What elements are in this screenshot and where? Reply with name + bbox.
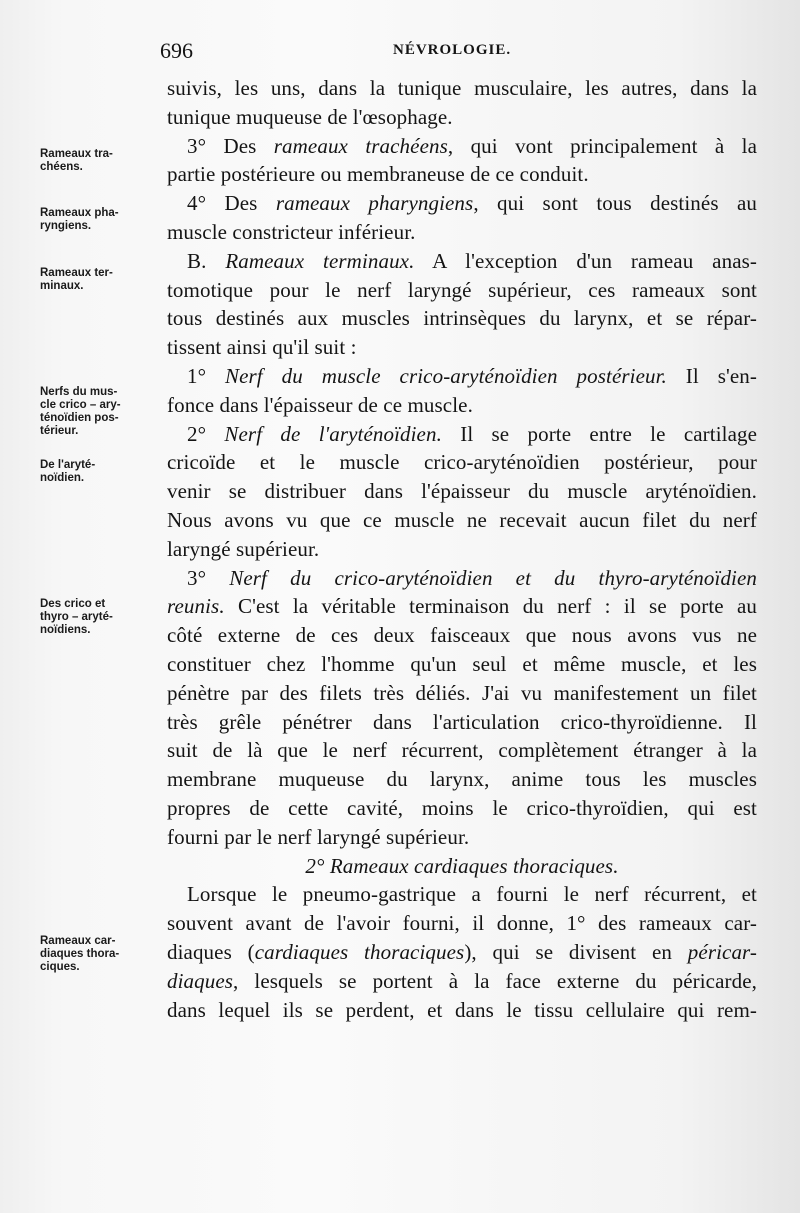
text-line [167, 967, 757, 996]
text-line [167, 247, 757, 276]
text-line [167, 880, 757, 909]
text-line [167, 506, 757, 535]
text-run: très grêle pénétrer dans l'articulation crico-thyroïdienne. Il [167, 709, 757, 734]
running-title: NÉVROLOGIE. [393, 42, 512, 58]
page-header [0, 38, 800, 68]
text-line [167, 276, 757, 305]
italic-run: Rameaux terminaux. [225, 248, 415, 273]
text-line [167, 391, 757, 420]
text-line [167, 794, 757, 823]
text-run: ), qui se divisent en [464, 939, 688, 964]
italic-run: Nerf du muscle crico-aryténoïdien postérieur. [225, 363, 667, 388]
text-line [167, 996, 757, 1025]
text-line [167, 74, 757, 103]
text-run: dans lequel ils se perdent, et dans le tissu cellulaire qui rem- [167, 997, 757, 1022]
margin-note: De l'aryté- noïdien. [40, 459, 96, 484]
text-line [167, 708, 757, 737]
text-line [167, 564, 757, 593]
italic-run: cardiaques thoraciques [254, 939, 465, 964]
text-run: cricoïde et le muscle crico-aryténoïdien postérieur, pour [167, 450, 757, 475]
italic-run: Nerf du crico-aryténoïdien et du thyro-aryténoïdien [229, 565, 757, 590]
text-line [167, 189, 757, 218]
text-run: 3° Des [187, 133, 274, 158]
text-line [167, 592, 757, 621]
text-line [167, 823, 757, 852]
italic-run: Nerf de l'aryténoïdien. [224, 421, 442, 446]
text-line [167, 420, 757, 449]
italic-run: péricar- [687, 939, 757, 964]
text-line [167, 448, 757, 477]
text-run: C'est la véritable terminaison du nerf : il se porte au [224, 594, 757, 619]
text-line [167, 304, 757, 333]
section-heading [167, 852, 757, 881]
text-run: , qui sont tous destinés au [473, 191, 757, 216]
italic-run: Rameaux cardiaques thoraciques. [329, 853, 619, 878]
text-run: diaques ( [167, 939, 255, 964]
text-line [167, 765, 757, 794]
text-run: B. [187, 248, 226, 273]
text-run: fourni par le nerf laryngé supérieur. [167, 824, 470, 849]
text-line [167, 333, 757, 362]
text-run: souvent avant de l'avoir fourni, il donne, 1° des rameaux car- [167, 911, 757, 936]
text-line [167, 218, 757, 247]
text-run: propres de cette cavité, moins le crico-thyroïdien, qui est [167, 795, 757, 820]
text-run: Lorsque le pneumo-gastrique a fourni le nerf récurrent, et [187, 882, 757, 907]
text-line [167, 909, 757, 938]
page-number: 696 [160, 38, 193, 63]
margin-note: Nerfs du mus- cle crico – ary- ténoïdien pos- térieur. [40, 386, 121, 437]
text-run: tomotique pour le nerf laryngé supérieur, ces rameaux sont [167, 277, 757, 302]
text-line [167, 132, 757, 161]
margin-note: Des crico et thyro – aryté- noïdiens. [40, 598, 113, 636]
text-line [167, 103, 757, 132]
text-run: venir se distribuer dans l'épaisseur du muscle aryténoïdien. [167, 479, 757, 504]
text-run: 2° [187, 421, 225, 446]
text-run: tissent ainsi qu'il suit : [167, 335, 357, 360]
text-run: laryngé supérieur. [167, 536, 320, 561]
text-run: tunique muqueuse de l'œsophage. [167, 104, 453, 129]
margin-note: Rameaux car- diaques thora- ciques. [40, 935, 120, 973]
text-run: Il s'en- [666, 363, 757, 388]
text-run: suivis, les uns, dans la tunique musculaire, les autres, dans la [167, 76, 757, 100]
text-line [167, 621, 757, 650]
text-line [167, 938, 757, 967]
text-line [167, 477, 757, 506]
text-run: pénètre par des filets très déliés. J'ai vu manifestement un filet [167, 680, 757, 705]
margin-note: Rameaux tra- chéens. [40, 148, 113, 173]
text-run: constituer chez l'homme qu'un seul et même muscle, et les [167, 651, 757, 676]
italic-run: rameaux pharyngiens [275, 191, 474, 216]
text-run: suit de là que le nerf récurrent, complètement étranger à la [167, 738, 757, 763]
margin-note: Rameaux ter- minaux. [40, 267, 113, 292]
text-run: 4° Des [187, 191, 276, 216]
text-run: 3° [187, 565, 230, 590]
text-line [167, 736, 757, 765]
italic-run: reunis. [167, 594, 225, 619]
italic-run: diaques [167, 968, 234, 993]
text-line [167, 160, 757, 189]
text-run: 2° [305, 853, 330, 878]
text-run: tous destinés aux muscles intrinsèques du larynx, et se répar- [167, 306, 757, 331]
text-run: A l'exception d'un rameau anas- [414, 248, 757, 273]
text-run: , lesquels se portent à la face externe du péricarde, [233, 968, 757, 993]
text-line [167, 650, 757, 679]
text-run: côté externe de ces deux faisceaux que nous avons vus ne [167, 623, 757, 648]
text-run: , qui vont principalement à la [447, 133, 758, 158]
text-line [167, 362, 757, 391]
text-run: partie postérieure ou membraneuse de ce conduit. [167, 162, 589, 187]
text-run: muscle constricteur inférieur. [167, 219, 416, 244]
text-run: fonce dans l'épaisseur de ce muscle. [167, 392, 473, 417]
text-run: Il se porte entre le cartilage [441, 421, 758, 446]
margin-note: Rameaux pha- ryngiens. [40, 207, 119, 232]
text-run: 1° [187, 363, 225, 388]
text-line [167, 535, 757, 564]
text-line [167, 679, 757, 708]
italic-run: rameaux trachéens [273, 133, 448, 158]
text-run: Nous avons vu que ce muscle ne recevait aucun filet du nerf [167, 507, 757, 532]
body-text [167, 74, 757, 1024]
text-run: membrane muqueuse du larynx, anime tous les muscles [167, 767, 757, 792]
